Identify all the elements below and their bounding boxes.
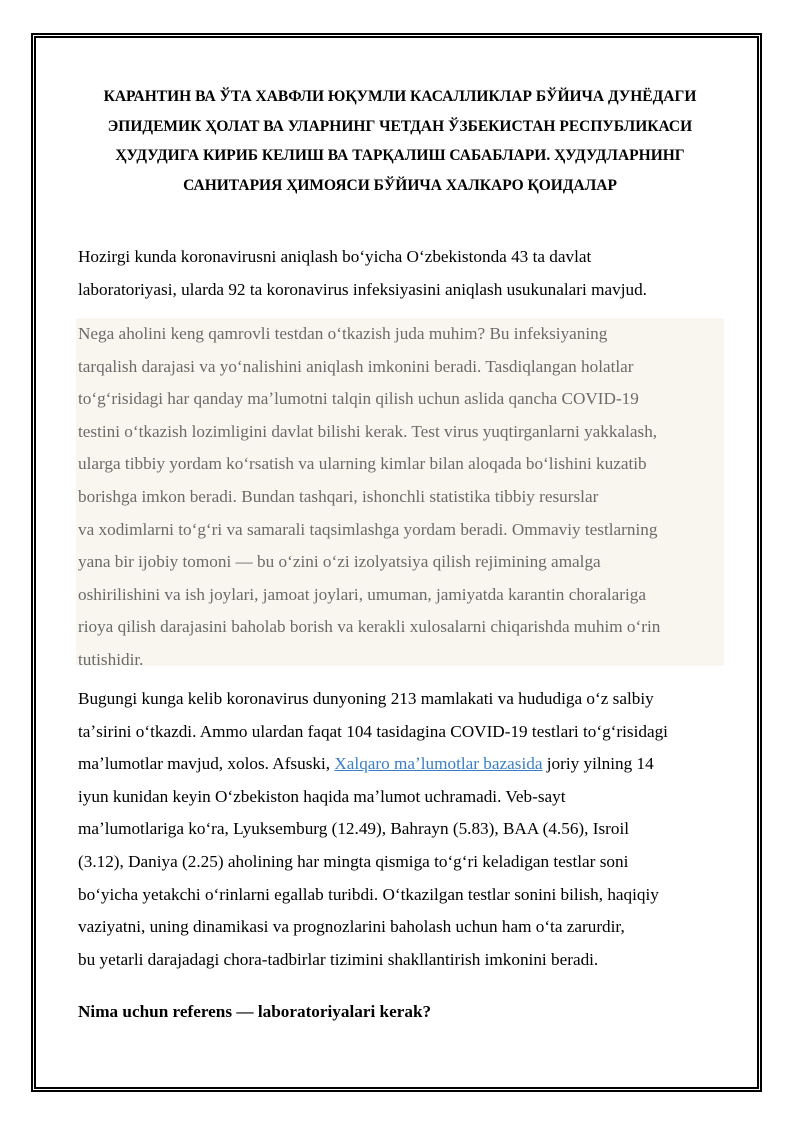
paragraph-line: vaziyatni, uning dinamikasi va prognozlarini baholash uchun ham oʻta zarurdir, <box>78 917 625 937</box>
quote-line: va xodimlarni toʻgʻri va samarali taqsimlashga yordam beradi. Ommaviy testlarning <box>78 519 658 539</box>
quote-line: borishga imkon beradi. Bundan tashqari, ishonchli statistika tibbiy resurslar <box>78 486 599 506</box>
highlighted-quote-block <box>76 318 724 669</box>
quote-line: toʻgʻrisidagi har qanday maʼlumotni talqin qilish uchun aslida qancha COVID-19 <box>78 389 639 409</box>
section-sub-heading: Nima uchun referens — laboratoriyalari kerak? <box>78 1002 432 1021</box>
quote-line: rioya qilish darajasini baholab borish va kerakli xulosalarni chiqarishda muhim oʻrin <box>78 617 661 637</box>
quote-line: ularga tibbiy yordam koʻrsatish va ularning kimlar bilan aloqada boʻlishini kuzatib <box>78 454 647 474</box>
intro-paragraph <box>78 241 724 306</box>
link-suffix-text: joriy yilning 14 <box>542 754 654 774</box>
paragraph-line: bu yetarli darajadagi chora-tadbirlar tizimini shakllantirish imkonini beradi. <box>78 949 599 969</box>
quote-line: tarqalish darajasi va yoʻnalishini aniqlash imkonini beradi. Tasdiqlangan holatlar <box>78 356 634 376</box>
paragraph-line: boʻyicha yetakchi oʻrinlarni egallab turibdi. Oʻtkazilgan testlar sonini bilish, haqiqiy <box>78 884 659 904</box>
title-line: САНИТАРИЯ ҲИМОЯСИ БЎЙИЧА ХАЛКАРО ҚОИДАЛАР <box>183 176 617 194</box>
quote-line: oshirilishini va ish joylari, jamoat joylari, umuman, jamiyatda karantin choralariga <box>78 584 646 604</box>
title-line: ҲУДУДИГА КИРИБ КЕЛИШ ВА ТАРҚАЛИШ САБАБЛАРИ. ҲУДУДЛАРНИНГ <box>115 147 685 164</box>
paragraph-line: Hozirgi kunda koronavirusni aniqlash boʻyicha Oʻzbekistonda 43 ta davlat <box>78 247 592 266</box>
title-line: ЭПИДЕМИК ҲОЛАТ ВА УЛАРНИНГ ЧЕТДАН ЎЗБЕКИСТАН РЕСПУБЛИКАСИ <box>107 117 693 135</box>
title-line: КАРАНТИН ВА ЎТА ХАВФЛИ ЮҚУМЛИ КАСАЛЛИКЛАР БЎЙИЧА ДУНЁДАГИ <box>103 88 697 105</box>
quote-line: yana bir ijobiy tomoni — bu oʻzini oʻzi izolyatsiya qilish rejimining amalga <box>78 552 601 572</box>
quote-line: tutishidir. <box>78 649 144 669</box>
paragraph-line: taʼsirini oʻtkazdi. Ammo ulardan faqat 104 tasidagina COVID-19 testlari toʻgʻrisidagi <box>78 721 668 741</box>
link-prefix-text: maʼlumotlar mavjud, xolos. Afsuski, <box>78 754 335 774</box>
statistics-paragraph <box>78 683 724 976</box>
document-title <box>78 82 722 200</box>
paragraph-line: Bugungi kunga kelib koronavirus dunyoning 213 mamlakati va hududiga oʻz salbiy <box>78 689 654 708</box>
paragraph-line: maʼlumotlariga koʻra, Lyuksemburg (12.49), Bahrayn (5.83), BAA (4.56), Isroil <box>78 819 630 839</box>
quote-line: Nega aholini keng qamrovli testdan oʻtkazish juda muhim? Bu infeksiyaning <box>78 324 608 343</box>
paragraph-line-with-link <box>78 748 724 781</box>
paragraph-line: iyun kunidan keyin Oʻzbekiston haqida maʼlumot uchramadi. Veb-sayt <box>78 786 566 806</box>
international-database-link[interactable]: Xalqaro maʼlumotlar bazasida <box>334 754 543 774</box>
quote-line: testini oʻtkazish lozimligini davlat bilishi kerak. Test virus yuqtirganlarni yakkalash, <box>78 421 658 441</box>
paragraph-line: (3.12), Daniya (2.25) aholining har mingta qismiga toʻgʻri keladigan testlar soni <box>78 851 629 871</box>
paragraph-line: laboratoriyasi, ularda 92 ta koronavirus infeksiyasini aniqlash usukunalari mavjud. <box>78 279 647 299</box>
